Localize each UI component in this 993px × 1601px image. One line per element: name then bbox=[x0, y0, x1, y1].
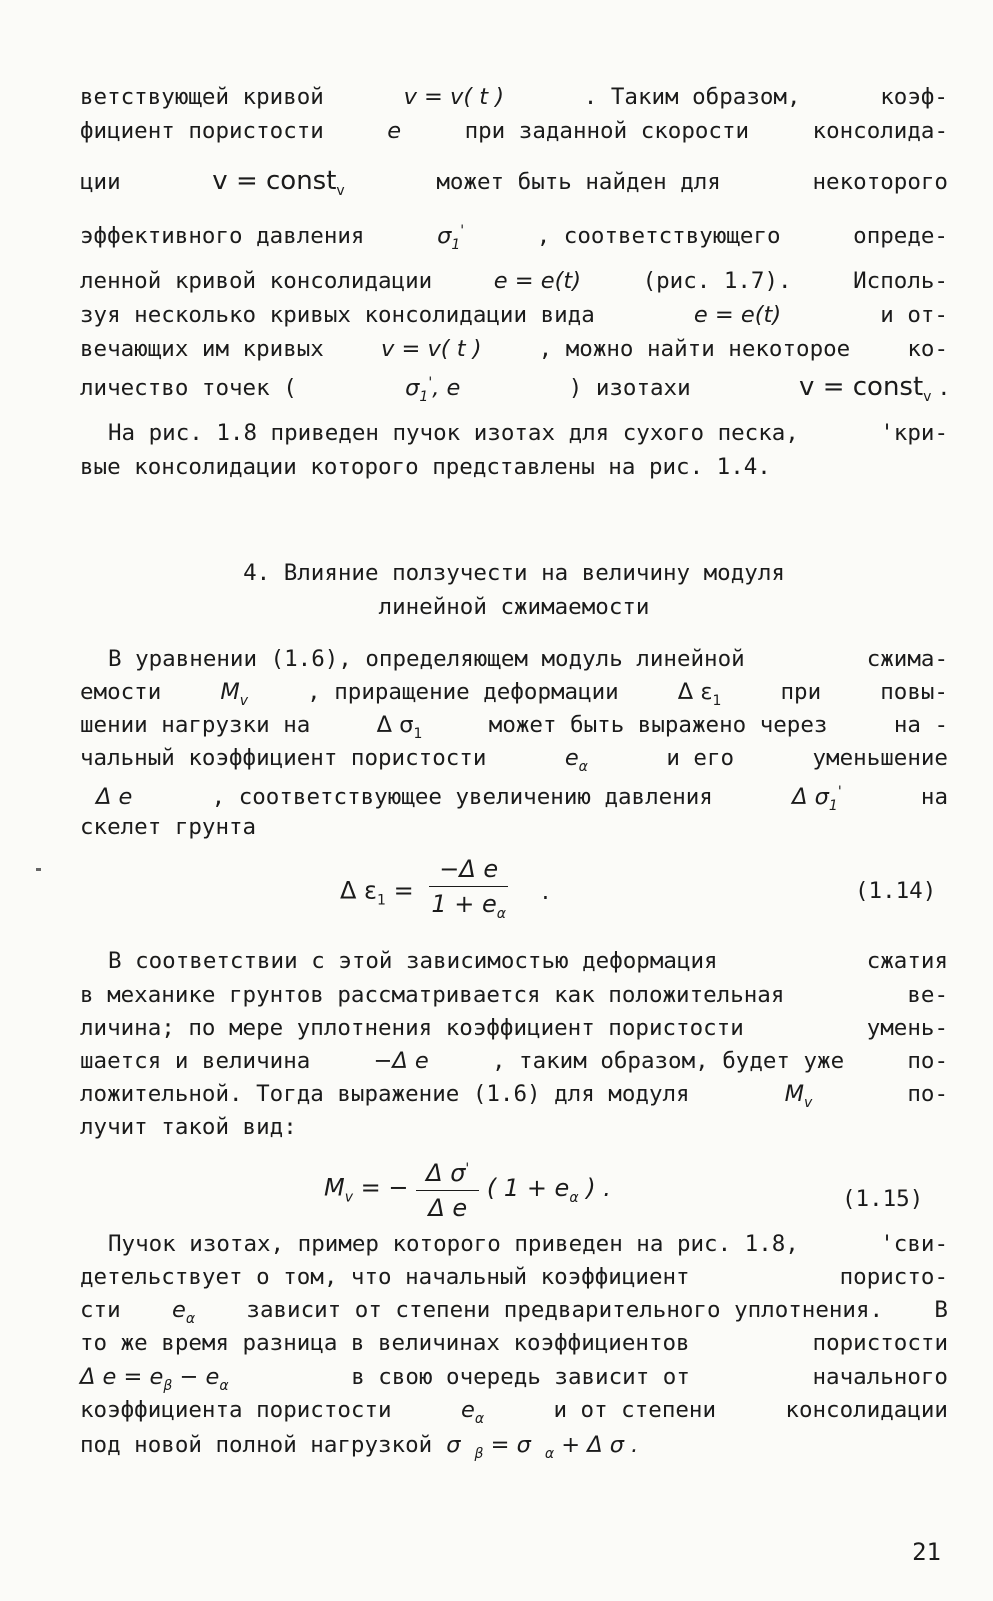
p4-line-3: личина; по мере уплотнения коэффициент пористости умень- bbox=[80, 1015, 948, 1041]
equation-number-1-15: (1.15) bbox=[842, 1186, 924, 1212]
p1-line-4: эффективного давления $\sigma_1'$ , соответствующего опреде- bbox=[80, 223, 948, 253]
p4-line-5: ложительной. Тогда выражение (1.6) для модуля $M_v$ по- bbox=[80, 1081, 948, 1111]
p3-line-6: скелет грунта bbox=[80, 814, 257, 840]
p4-line-2: в механике грунтов рассматривается как положительная ве- bbox=[80, 982, 948, 1008]
p1-line-1: ветствующей кривой v = v( t ) . Таким образом, коэф- bbox=[80, 84, 948, 110]
p5-line-7: под новой полной нагрузкой σ $_\beta$ = σ $_\alpha$ + Δ σ . bbox=[80, 1432, 639, 1462]
p3-line-4: чальный коэффициент пористости $e_\alpha$ и его уменьшение bbox=[80, 745, 948, 775]
section-title-line-2: линейной сжимаемости bbox=[378, 594, 650, 620]
p3-line-5: Δ e , соответствующее увеличению давления Δ $\sigma_1'$ на bbox=[96, 784, 948, 814]
p1-line-7: вечающих им кривых v = v( t ) , можно найти некоторое ко- bbox=[80, 336, 948, 362]
page-number: 21 bbox=[912, 1538, 941, 1566]
p2-line-1: На рис. 1.8 приведен пучок изотах для сухого песка, 'кри- bbox=[108, 420, 948, 446]
fraction-1-15: $\frac{\Delta \sigma'}{\text{Δ e}}$ bbox=[416, 1152, 479, 1225]
equation-1-15: $M_v$ = − $\frac{\Delta \sigma'}{\text{Δ e}}$ ( $1 + e_\alpha$ ) . bbox=[324, 1152, 611, 1225]
p3-line-2: емости $M_v$ , приращение деформации Δ $\varepsilon_1$ при повы- bbox=[80, 679, 948, 709]
p3-line-3: шении нагрузки на Δ $\sigma_1$ может быть выражено через на - bbox=[80, 712, 948, 742]
p5-line-3: сти $e_\alpha$ зависит от степени предварительного уплотнения. В bbox=[80, 1297, 948, 1327]
equation-number-1-14: (1.14) bbox=[855, 878, 937, 904]
p5-line-4: то же время разница в величинах коэффициентов пористости bbox=[80, 1330, 948, 1356]
p4-line-1: В соответствии с этой зависимостью деформация сжатия bbox=[108, 948, 948, 974]
p5-line-6: коэффициента пористости $e_\alpha$ и от степени консолидации bbox=[80, 1397, 948, 1427]
p1-line-5: ленной кривой консолидации e = e(t) (рис. 1.7). Исполь- bbox=[80, 268, 948, 294]
p3-line-1: В уравнении (1.6), определяющем модуль линейной сжима- bbox=[108, 646, 948, 672]
p4-line-4: шается и величина −Δ e , таким образом, будет уже по- bbox=[80, 1048, 948, 1074]
p2-line-2: вые консолидации которого представлены на рис. 1.4. bbox=[80, 454, 771, 480]
p1-line-6: зуя несколько кривых консолидации вида e = e(t) и от- bbox=[80, 302, 948, 328]
section-title-line-1: 4. Влияние ползучести на величину модуля bbox=[243, 560, 785, 586]
equation-1-14: Δ $\varepsilon_1$ = $\frac{\text{−Δ e}}{1 + e_\alpha}$ . bbox=[340, 852, 549, 931]
p1-line-8: личество точек ( $\sigma_1'$, e ) изотахи v = const$_v$ . bbox=[80, 372, 948, 405]
p1-line-2: фициент пористости e при заданной скорости консолида- bbox=[80, 118, 948, 144]
p5-line-2: детельствует о том, что начальный коэффициент пористо- bbox=[80, 1264, 948, 1290]
stray-mark bbox=[36, 868, 41, 871]
p4-line-6: лучит такой вид: bbox=[80, 1114, 297, 1140]
p5-line-1: Пучок изотах, пример которого приведен на рис. 1.8, 'сви- bbox=[108, 1231, 948, 1257]
fraction-1-14: $\frac{\text{−Δ e}}{1 + e_\alpha}$ bbox=[421, 852, 516, 931]
p1-line-3: ции v = const$_v$ может быть найден для некоторого bbox=[80, 166, 948, 199]
p5-line-5: Δ $e = e_\beta - e_\alpha$ в свою очередь зависит от начального bbox=[80, 1364, 948, 1394]
